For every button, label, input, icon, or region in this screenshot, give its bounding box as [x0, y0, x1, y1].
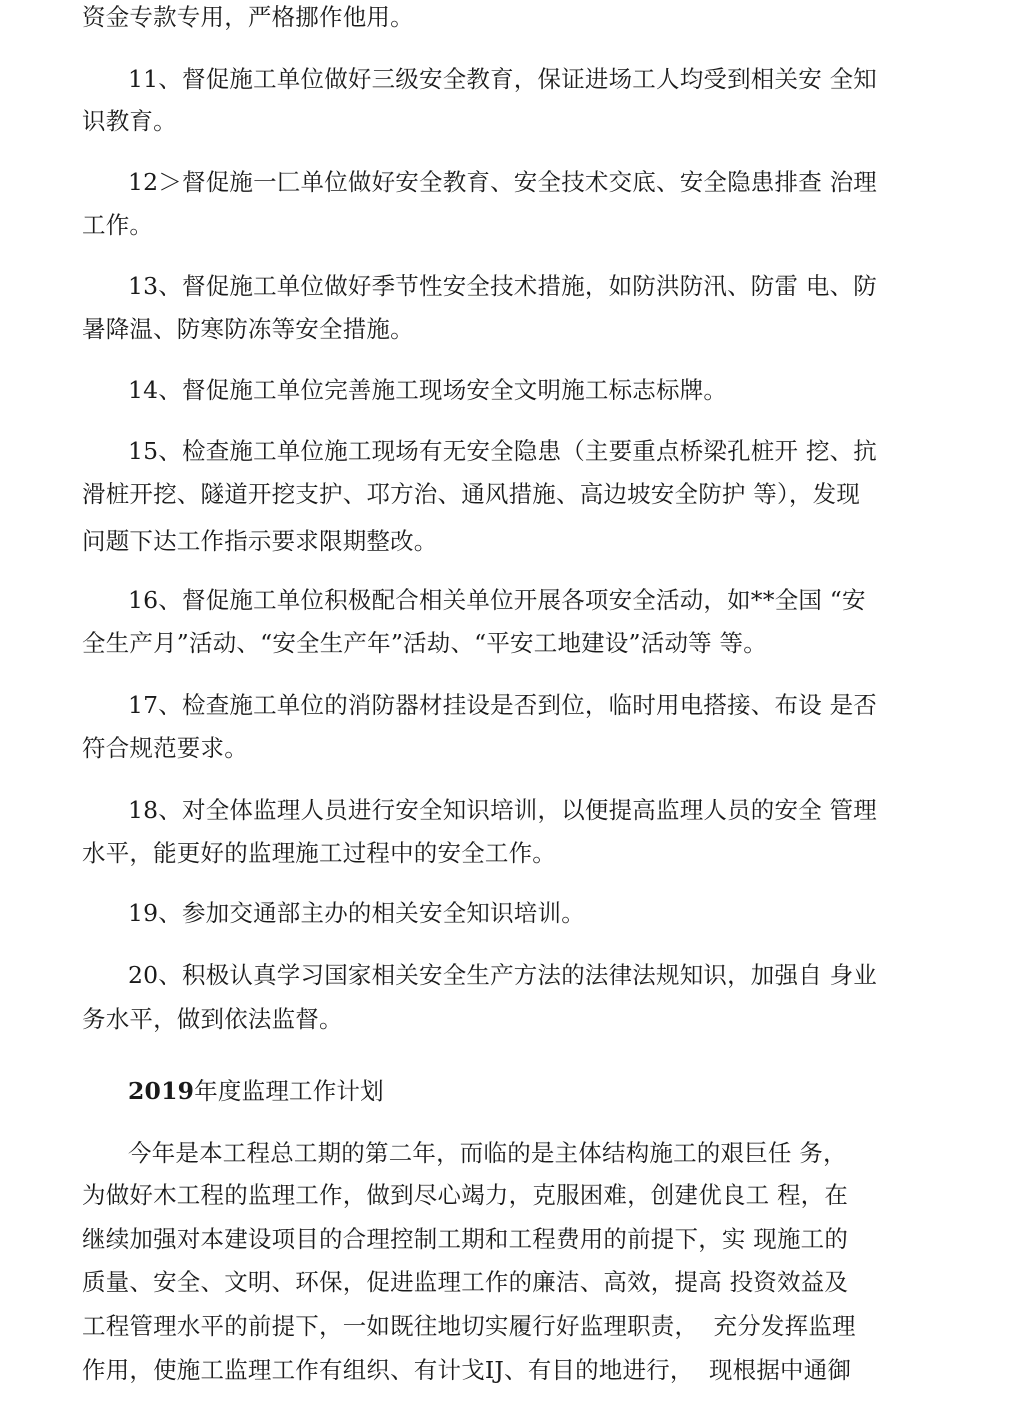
list-item-15: 15、检查施工单位施工现场有无安全隐患（主要重点桥梁孔桩开 挖、抗	[128, 437, 877, 465]
text-line: 务水平，做到依法监督。	[82, 1005, 343, 1033]
paragraph-line: 为做好木工程的监理工作，做到尽心竭力，克服困难，创建优良工 程，在	[82, 1181, 849, 1209]
text-line: 识教育。	[82, 107, 177, 135]
paragraph-line: 今年是本工程总工期的第二年，而临的是主体结构施工的艰巨任 务，	[128, 1139, 847, 1167]
paragraph-line: 继续加强对本建设项目的合理控制工期和工程费用的前提下，实 现施工的	[82, 1225, 849, 1253]
list-item-13: 13、督促施工单位做好季节性安全技术措施，如防洪防汛、防雷 电、防	[128, 272, 877, 300]
text-line: 工作。	[82, 211, 154, 239]
text-line: 问题下达工作指示要求限期整改。	[82, 527, 438, 555]
heading-year: 2019	[128, 1077, 195, 1105]
paragraph-line: 作用，使施工监理工作有组织、有计戈IJ、有目的地进行， 现根据中通御	[82, 1356, 852, 1384]
list-item-19: 19、参加交通部主办的相关安全知识培训。	[128, 899, 585, 927]
list-item-20: 20、积极认真学习国家相关安全生产方法的法律法规知识，加强自 身业	[128, 961, 877, 989]
list-item-11: 11、督促施工单位做好三级安全教育，保证进场工人均受到相关安 全知	[128, 65, 877, 93]
paragraph-line: 工程管理水平的前提下，一如既往地切实履行好监理职责， 充分发挥监理	[82, 1312, 856, 1340]
list-item-16: 16、督促施工单位积极配合相关单位开展各项安全活动，如**全国 “安	[128, 586, 866, 614]
text-line: 水平，能更好的监理施工过程中的安全工作。	[82, 839, 556, 867]
text-line: 符合规范要求。	[82, 734, 248, 762]
list-item-18: 18、对全体监理人员进行安全知识培训，以便提高监理人员的安全 管理	[128, 796, 877, 824]
text-line: 资金专款专用，严格挪作他用。	[82, 3, 414, 31]
section-heading	[128, 1076, 384, 1106]
heading-text: 年度监理工作计划	[194, 1077, 384, 1105]
list-item-14: 14、督促施工单位完善施工现场安全文明施工标志标牌。	[128, 376, 728, 404]
list-item-17: 17、检查施工单位的消防器材挂设是否到位，临时用电搭接、布设 是否	[128, 691, 877, 719]
text-line: 全生产月”活动、“安全生产年”活劫、“平安工地建设”活动等 等。	[82, 629, 767, 657]
paragraph-line: 质量、安全、文明、环保，促进监理工作的廉洁、高效，提高 投资效益及	[82, 1268, 849, 1296]
text-line: 滑桩开挖、隧道开挖支护、邛方治、通风措施、高边坡安全防护 等），发现	[82, 480, 861, 508]
text-line: 暑降温、防寒防冻等安全措施。	[82, 315, 414, 343]
list-item-12: 12＞督促施一匚单位做好安全教育、安全技术交底、安全隐患排查 治理	[128, 168, 877, 196]
